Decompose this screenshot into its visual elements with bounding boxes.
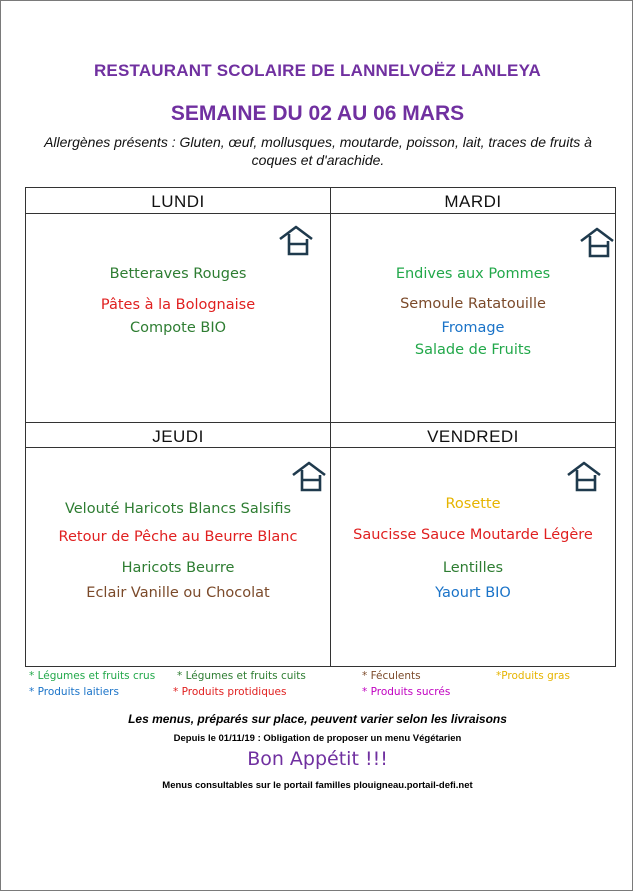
- legend-raw-vegetables: * Légumes et fruits crus: [29, 670, 156, 682]
- dish-friday-4: Yaourt BIO: [435, 585, 511, 601]
- legend-sweets: * Produits sucrés: [362, 686, 451, 698]
- dish-monday-3: Compote BIO: [129, 320, 227, 336]
- delivery-notice: Les menus, préparés sur place, peuvent varier selon les livraisons: [128, 712, 507, 726]
- dish-friday-2: Saucisse Sauce Moutarde Légère: [353, 527, 593, 543]
- dish-thursday-3: Haricots Beurre: [121, 560, 235, 576]
- dish-thursday-4: Eclair Vanille ou Chocolat: [86, 585, 270, 601]
- restaurant-title: RESTAURANT SCOLAIRE DE LANNELVOËZ LANLEYA: [93, 61, 542, 80]
- legend-fats: *Produits gras: [496, 670, 570, 682]
- homemade-icon: [579, 226, 615, 260]
- day-header-monday: LUNDI: [151, 192, 205, 211]
- bon-appetit: Bon Appétit !!!: [247, 748, 388, 770]
- day-header-friday: VENDREDI: [427, 427, 519, 446]
- week-title: SEMAINE DU 02 AU 06 MARS: [170, 102, 465, 125]
- dish-thursday-1: Velouté Haricots Blancs Salsifis: [64, 501, 292, 517]
- dish-thursday-2: Retour de Pêche au Beurre Blanc: [58, 529, 298, 545]
- legend-proteins: * Produits protidiques: [173, 686, 287, 698]
- vegetarian-notice: Depuis le 01/11/19 : Obligation de proposer un menu Végétarien: [173, 733, 462, 744]
- day-header-tuesday: MARDI: [444, 192, 502, 211]
- dish-tuesday-3: Fromage: [441, 320, 505, 336]
- dish-monday-2: Pâtes à la Bolognaise: [100, 297, 256, 313]
- homemade-icon: [278, 224, 314, 258]
- dish-tuesday-4: Salade de Fruits: [414, 342, 532, 358]
- portal-notice: Menus consultables sur le portail familles plouigneau.portail-defi.net: [162, 780, 473, 791]
- dish-tuesday-1: Endives aux Pommes: [395, 266, 551, 282]
- dish-tuesday-2: Semoule Ratatouille: [400, 296, 546, 312]
- legend-cooked-vegetables: * Légumes et fruits cuits: [177, 670, 306, 682]
- dish-friday-3: Lentilles: [442, 560, 504, 576]
- day-header-thursday: JEUDI: [152, 427, 204, 446]
- allergens-note: Allergènes présents : Gluten, œuf, mollusques, moutarde, poisson, lait, traces de fruits à coques et d'arachide.: [44, 134, 592, 168]
- legend-dairy: * Produits laitiers: [29, 686, 119, 698]
- homemade-icon: [291, 460, 327, 494]
- dish-monday-1: Betteraves Rouges: [109, 266, 247, 282]
- legend-starches: * Féculents: [362, 670, 421, 682]
- menu-grid: [25, 187, 616, 667]
- homemade-icon: [566, 460, 602, 494]
- dish-friday-1: Rosette: [445, 496, 501, 512]
